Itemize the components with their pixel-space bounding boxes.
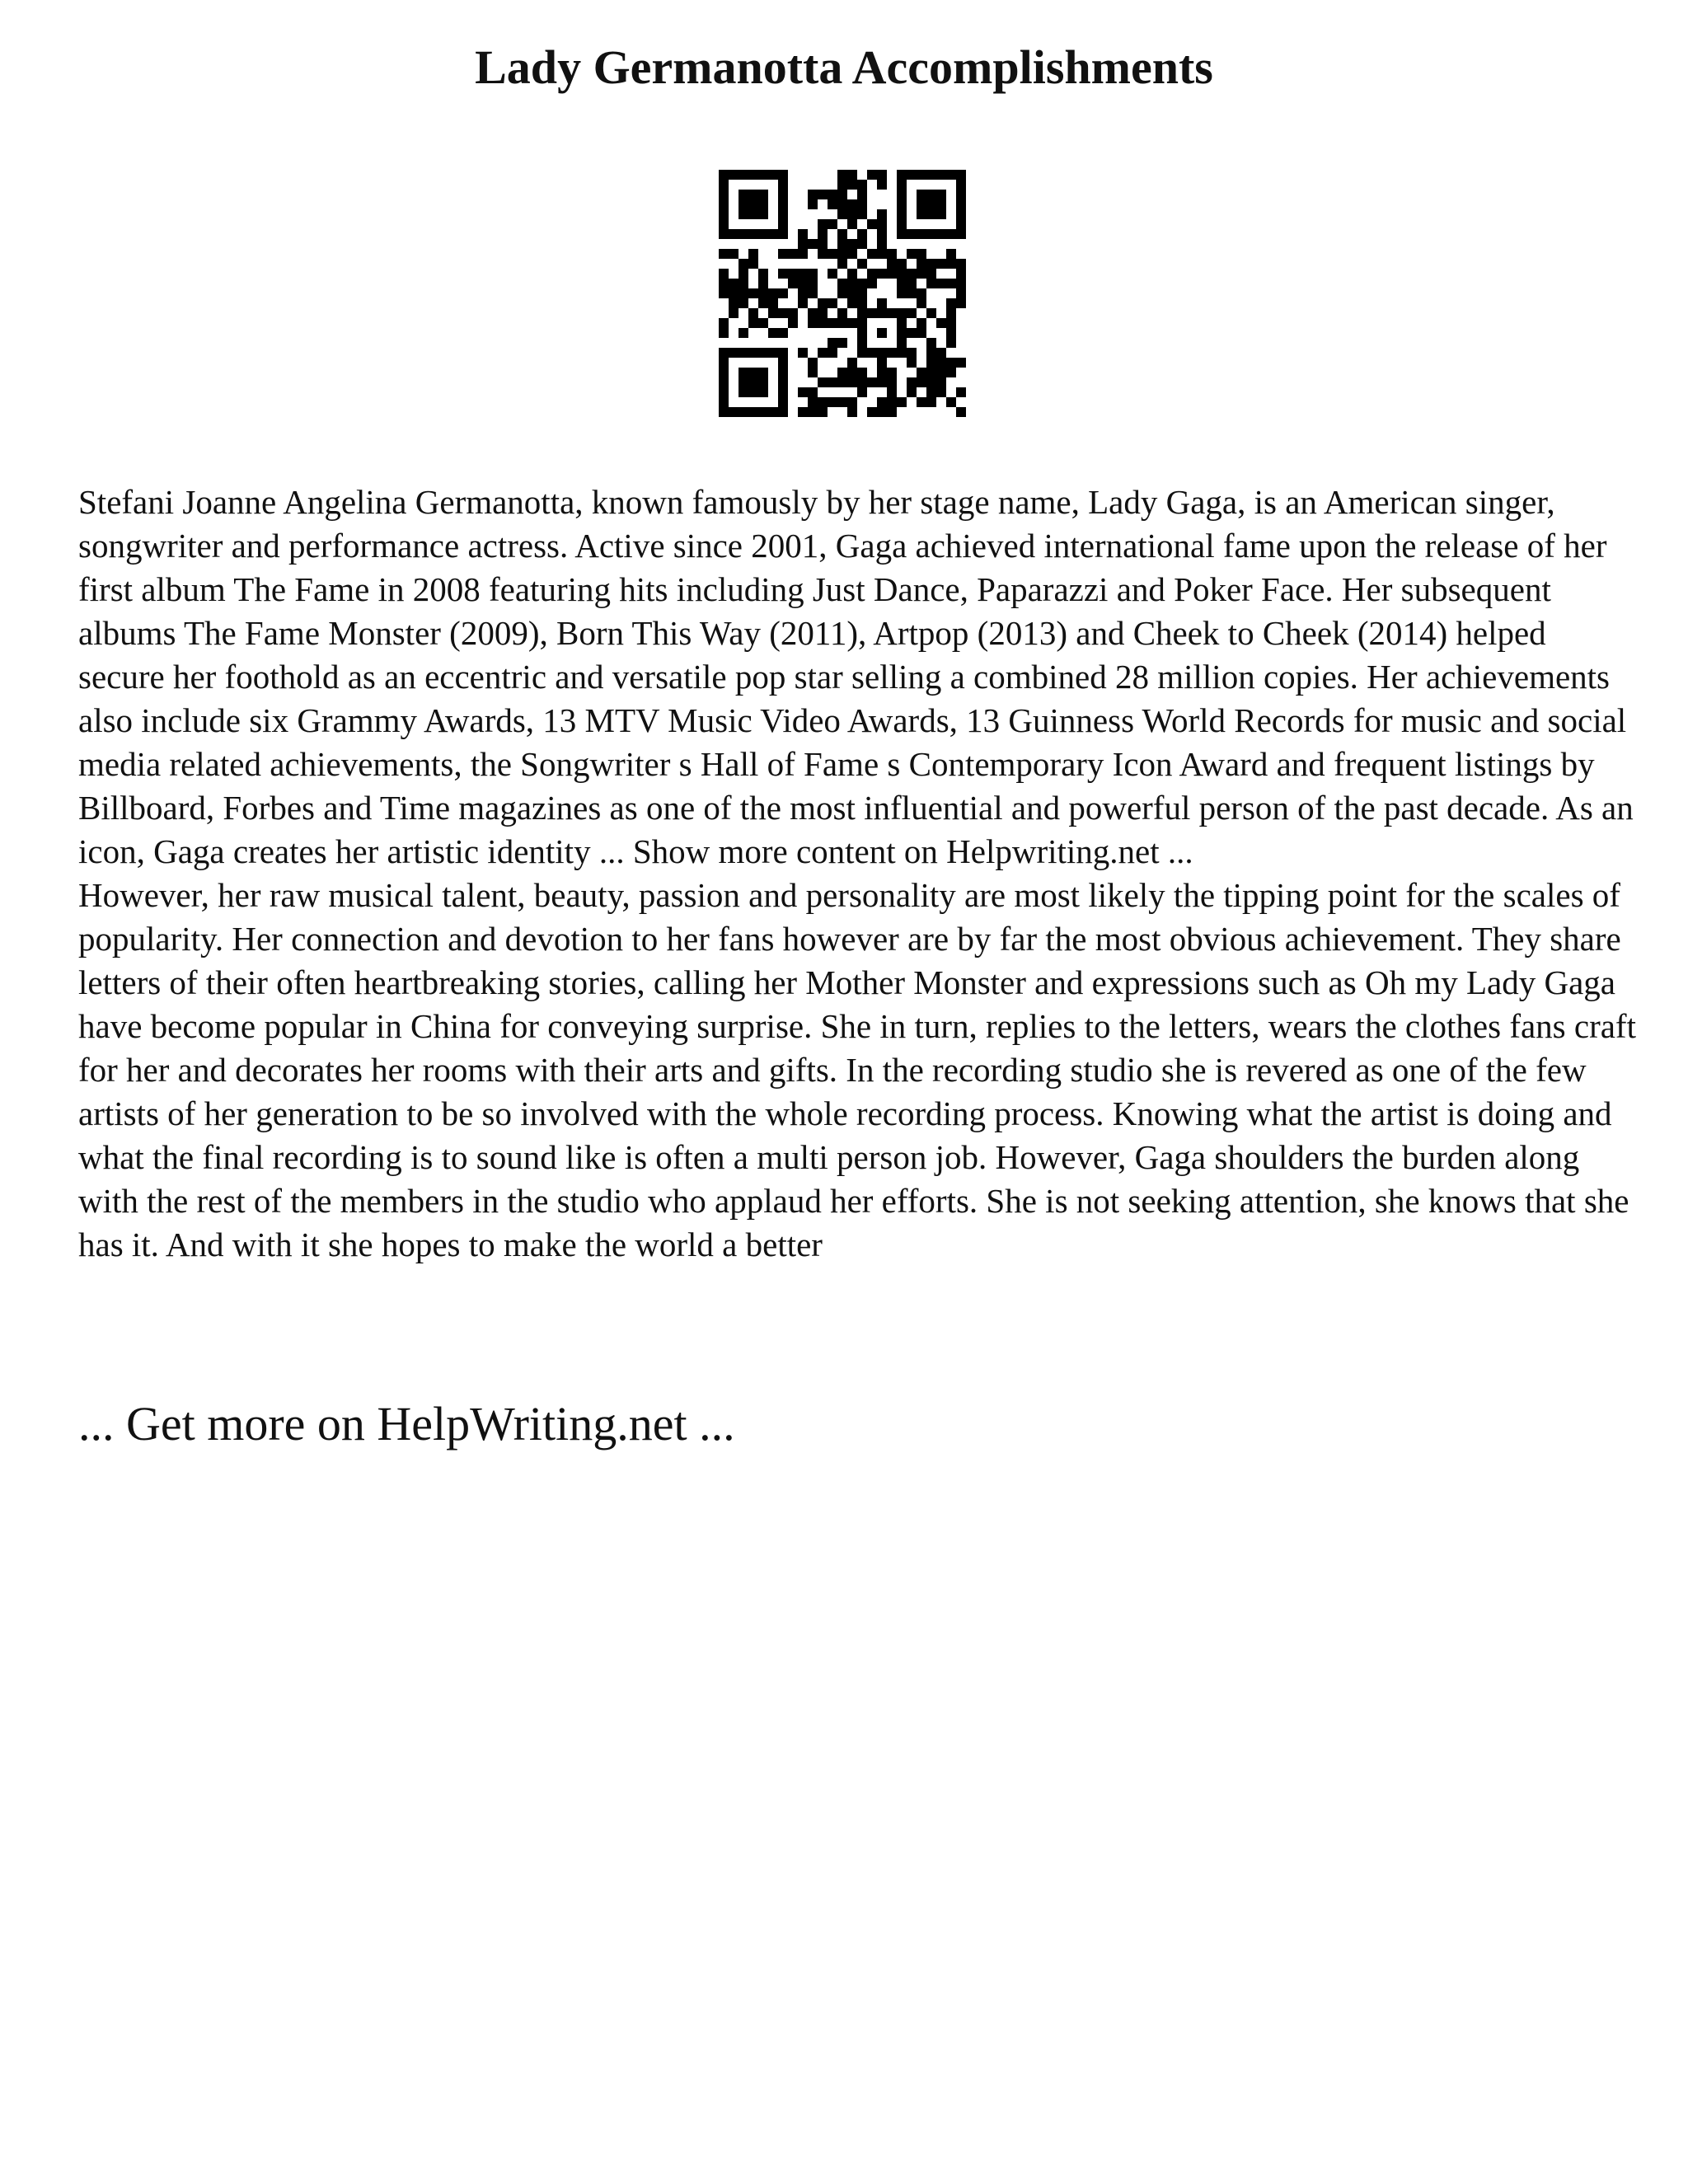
page-title: Lady Germanotta Accomplishments [475,40,1213,94]
get-more-link[interactable]: ... Get more on HelpWriting.net ... [78,1397,735,1451]
article-body [78,480,1636,1267]
paragraph-intro: Stefani Joanne Angelina Germanotta, known famously by her stage name, Lady Gaga, is an American singer, songwriter and performance actress. Active since 2001, Gaga achieved international fame upon the release of her first album The Fame in 2008 featuring hits including Just Dance, Paparazzi and Poker Face. Her subsequent albums The Fame Monster (2009), Born This Way (2011), Artpop (2013) and Cheek to Cheek (2014) helped secure her foothold as an eccentric and versatile pop star selling a combined 28 million copies. Her achievements also include six Grammy Awards, 13 MTV Music Video Awards, 13 Guinness World Records for music and social media related achievements, the Songwriter s Hall of Fame s Contemporary Icon Award and frequent listings by Billboard, Forbes and Time magazines as one of the most influential and powerful person of the past decade. As an icon, Gaga creates her artistic identity ... Show more content on Helpwriting.net ... [78,483,1634,870]
paragraph-continued: However, her raw musical talent, beauty, passion and personality are most likely the tipping point for the scales of popularity. Her connection and devotion to her fans however are by far the most obvious achievement. They share letters of their often heartbreaking stories, calling her Mother Monster and expressions such as Oh my Lady Gaga have become popular in China for conveying surprise. She in turn, replies to the letters, wears the clothes fans craft for her and decorates her rooms with their arts and gifts. In the recording studio she is revered as one of the few artists of her generation to be so involved with the whole recording process. Knowing what the artist is doing and what the final recording is to sound like is often a multi person job. However, Gaga shoulders the burden along with the rest of the members in the studio who applaud her efforts. She is not seeking attention, she knows that she has it. And with it she hopes to make the world a better [78,876,1636,1263]
qr-code-icon [719,170,966,417]
